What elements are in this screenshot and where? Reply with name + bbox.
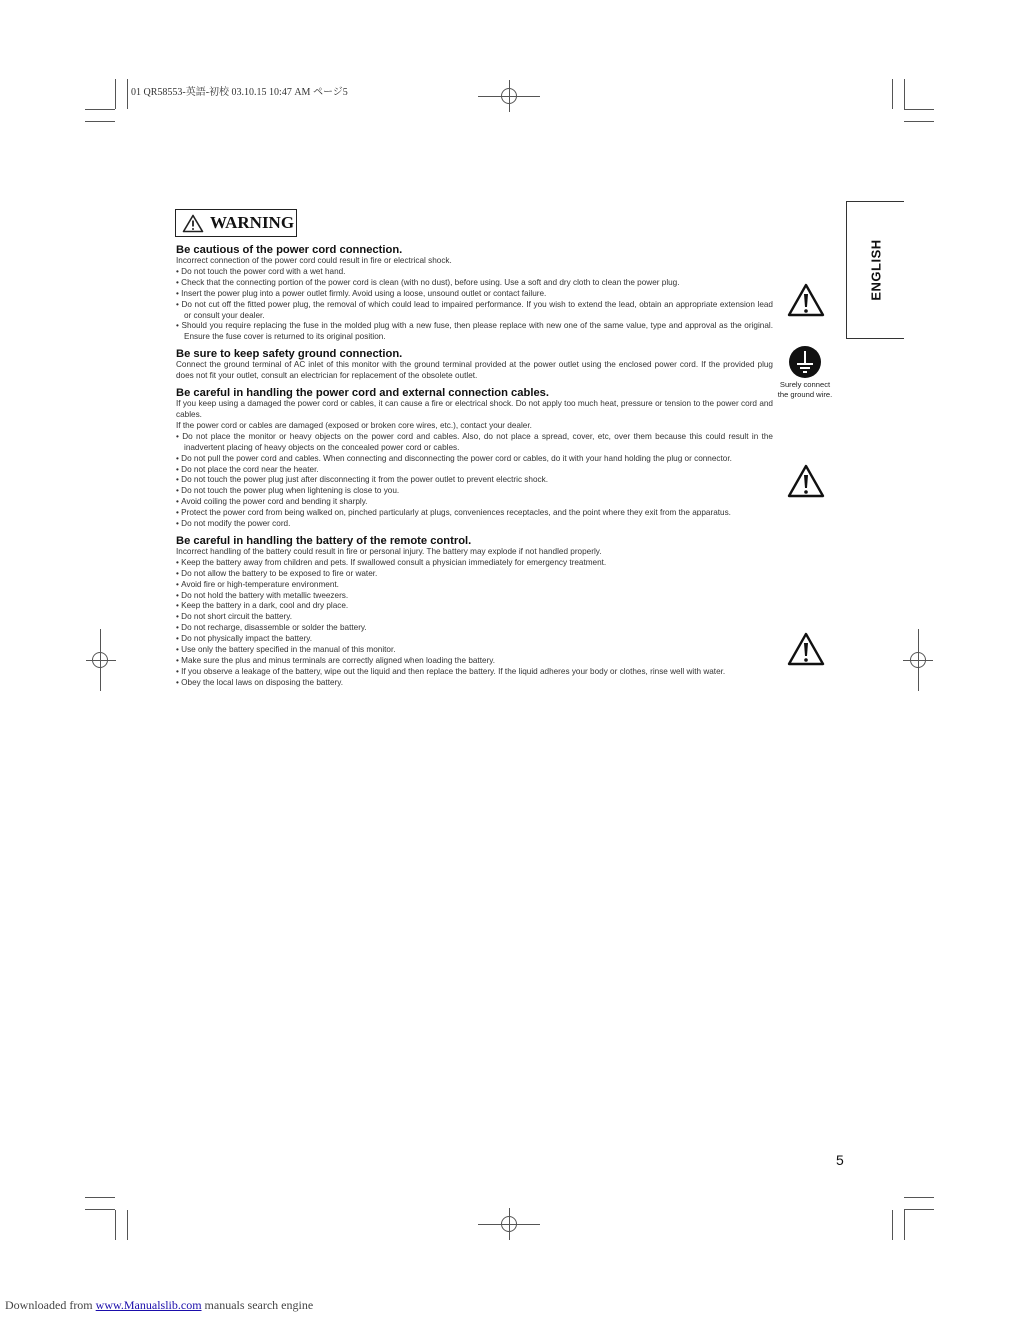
crop-mark	[127, 79, 128, 109]
section-heading: Be cautious of the power cord connection.	[176, 244, 403, 256]
crop-mark	[115, 1210, 116, 1240]
list-item: • Do not physically impact the battery.	[176, 634, 773, 645]
warning-content	[176, 244, 773, 694]
crop-mark	[904, 1210, 905, 1240]
section-intro: If the power cord or cables are damaged (exposed or broken core wires, etc.), contact your dealer.	[176, 420, 532, 430]
crop-mark	[85, 109, 115, 110]
caution-triangle-icon	[787, 632, 825, 666]
list-item: • Do not touch the power plug just after disconnecting it from the power outlet to prevent electric shock.	[176, 475, 773, 486]
crop-mark	[904, 109, 934, 110]
warning-triangle-icon	[182, 214, 204, 233]
ground-caption-line: Surely connect	[779, 380, 831, 389]
list-item: • Do not allow the battery to be exposed to fire or water.	[176, 569, 773, 580]
section-power-cord-connection	[176, 244, 773, 343]
crop-mark	[904, 79, 905, 109]
list-item: • Avoid coiling the power cord and bending it sharply.	[176, 497, 773, 508]
list-item: • Keep the battery away from children and pets. If swallowed consult a physician immediately for emergency treatment.	[176, 558, 773, 569]
section-cables	[176, 387, 773, 530]
list-item: • Make sure the plus and minus terminals are correctly aligned when loading the battery.	[176, 656, 773, 667]
crop-mark	[115, 79, 116, 109]
section-heading: Be sure to keep safety ground connection.	[176, 348, 403, 361]
page-number: 5	[836, 1152, 844, 1168]
list-item: • Do not hold the battery with metallic tweezers.	[176, 591, 773, 602]
print-header: 01 QR58553-英語-初校 03.10.15 10:47 AM ページ5	[131, 87, 348, 98]
manualslib-link[interactable]: www.Manualslib.com	[95, 1298, 202, 1312]
ground-connection-icon	[788, 345, 822, 379]
ground-caption	[770, 380, 840, 400]
section-intro: Connect the ground terminal of AC inlet of this monitor with the ground terminal provided at the power outlet using the enclosed power cord. If the provided plug does not fit your outlet, consult an electrician for replacement of the obsolete outlet.	[176, 360, 773, 381]
list-item: • Do not touch the power plug when lightening is close to you.	[176, 486, 773, 497]
list-item: • Do not touch the power cord with a wet hand.	[176, 267, 773, 278]
bullet-list	[176, 267, 773, 343]
crop-mark	[127, 1210, 128, 1240]
crop-mark	[892, 1210, 893, 1240]
list-item: • Do not short circuit the battery.	[176, 612, 773, 623]
list-item: • Avoid fire or high-temperature environment.	[176, 580, 773, 591]
list-item: • Obey the local laws on disposing the battery.	[176, 678, 773, 689]
section-intro: Incorrect connection of the power cord could result in fire or electrical shock.	[176, 256, 452, 265]
crop-mark	[904, 121, 934, 122]
crop-mark	[85, 1209, 115, 1210]
crop-mark	[85, 1197, 115, 1198]
list-item: • Should you require replacing the fuse in the molded plug with a new fuse, then please replace with new one of the same value, type and approval as the original. Ensure the fuse cover is returned to its original position.	[176, 321, 773, 343]
footer-suffix: manuals search engine	[201, 1298, 314, 1312]
section-heading: Be careful in handling the battery of the remote control.	[176, 534, 472, 547]
section-intro: If you keep using a damaged the power cord or cables, it can cause a fire or electrical shock. Do not apply too much heat, pressure or tension to the power cord and cables.	[176, 399, 773, 419]
list-item: • Do not place the monitor or heavy objects on the power cord and cables. Also, do not place a spread, cover, etc, over them because this could result in the inadvertent placing of heavy objects on the concealed power cord or cables.	[176, 432, 773, 454]
bullet-list	[176, 432, 773, 530]
download-footer	[5, 1298, 313, 1313]
language-tab-label: ENGLISH	[868, 239, 883, 301]
section-intro: Incorrect handling of the battery could result in fire or personal injury. The battery may explode if not handled properly.	[176, 546, 602, 556]
list-item: • Do not place the cord near the heater.	[176, 465, 773, 476]
list-item: • Check that the connecting portion of the power cord is clean (with no dust), before using. Use a soft and dry cloth to clean the power plug.	[176, 278, 773, 289]
caution-triangle-icon	[787, 464, 825, 498]
section-safety-ground	[176, 348, 773, 382]
list-item: • Do not cut off the fitted power plug, the removal of which could lead to impaired performance. If you wish to extend the lead, obtain an appropriate extension lead or consult your dealer.	[176, 300, 773, 322]
warning-label: WARNING	[210, 213, 295, 232]
section-heading: Be careful in handling the power cord and external connection cables.	[176, 387, 549, 400]
section-battery	[176, 535, 773, 689]
crop-mark	[904, 1209, 934, 1210]
footer-prefix: Downloaded from	[5, 1298, 96, 1312]
crop-mark	[904, 1197, 934, 1198]
list-item: • Do not modify the power cord.	[176, 519, 773, 530]
list-item: • Insert the power plug into a power outlet firmly. Avoid using a loose, unsound outlet or contact failure.	[176, 289, 773, 300]
warning-header	[175, 209, 297, 237]
language-tab	[846, 201, 904, 339]
list-item: • Protect the power cord from being walked on, pinched particularly at plugs, conveniences receptacles, and the point where they exit from the apparatus.	[176, 508, 773, 519]
list-item: • Do not pull the power cord and cables. When connecting and disconnecting the power cord or cables, do it with your hand holding the plug or connector.	[176, 454, 773, 465]
list-item: • Use only the battery specified in the manual of this monitor.	[176, 645, 773, 656]
crop-mark	[892, 79, 893, 109]
caution-triangle-icon	[787, 283, 825, 317]
list-item: • Do not recharge, disassemble or solder the battery.	[176, 623, 773, 634]
crop-mark	[85, 121, 115, 122]
list-item: • Keep the battery in a dark, cool and dry place.	[176, 601, 773, 612]
ground-caption-line: the ground wire.	[777, 390, 833, 399]
bullet-list	[176, 558, 773, 689]
list-item: • If you observe a leakage of the battery, wipe out the liquid and then replace the battery. If the liquid adheres your body or clothes, rinse well with water.	[176, 667, 773, 678]
